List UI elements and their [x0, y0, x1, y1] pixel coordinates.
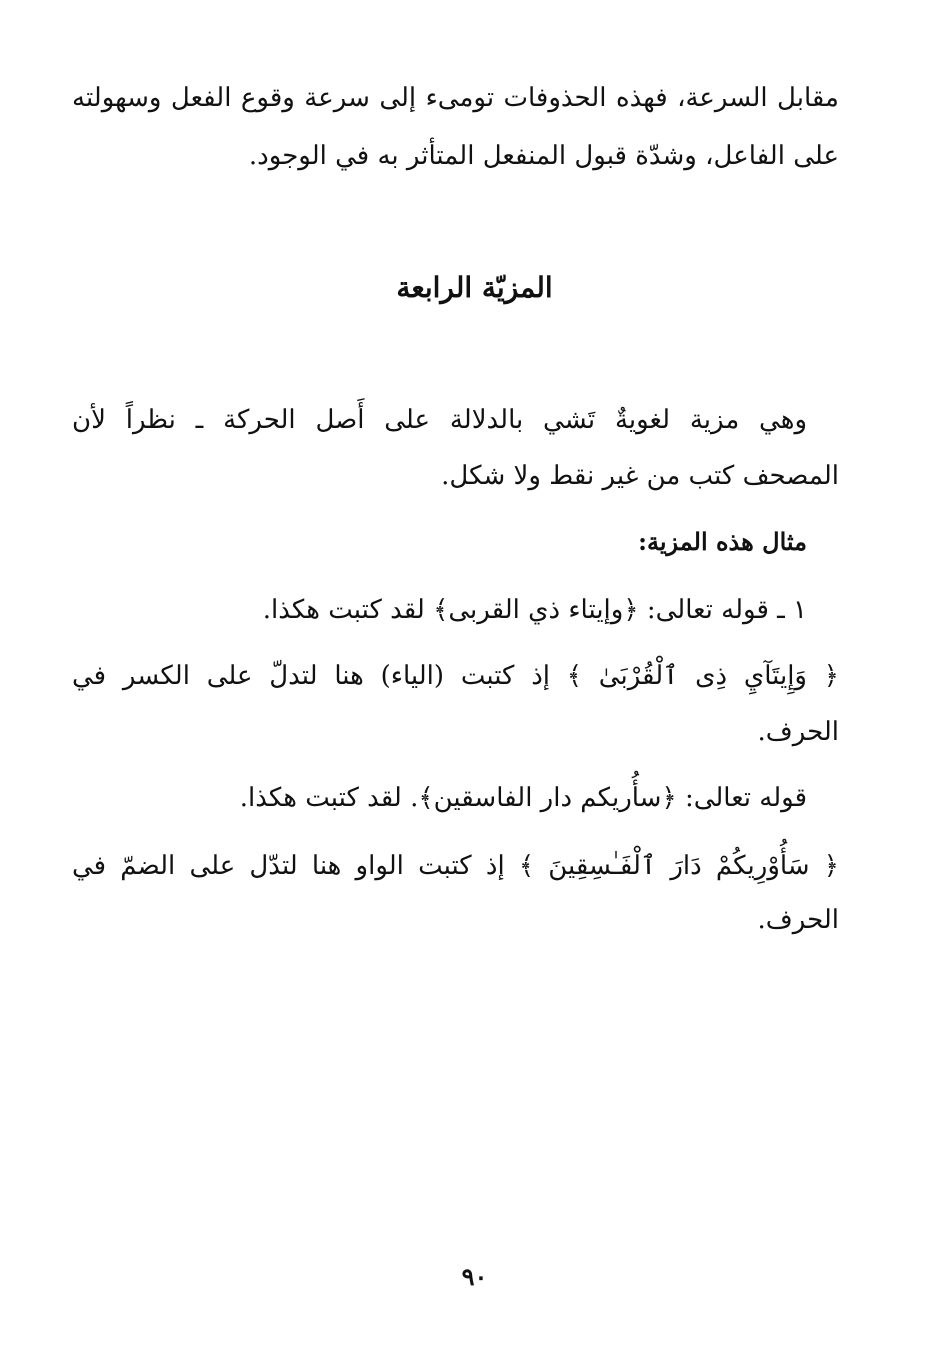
paragraph1-line2: على الفاعل، وشدّة قبول المنفعل المتأثر به في الوجود. — [248, 141, 839, 171]
example2-line1: قوله تعالى: ﴿سأُريكم دار الفاسقين﴾. لقد كتبت هكذا. — [239, 783, 807, 813]
example-heading: مثال هذه المزية: — [638, 527, 807, 556]
example1-line2: ﴿ وَإِيتَآيِ ذِى ٱلْقُرْبَىٰ ﴾ إذ كتبت (الياء) هنا لتدلّ على الكسر في — [72, 661, 839, 691]
example2-line2: ﴿ سَأُوْرِيكُمْ دَارَ ٱلْفَـٰسِقِينَ ﴾ إذ كتبت الواو هنا لتدّل على الضمّ في — [72, 851, 839, 881]
example1-line1: ١ ـ قوله تعالى: ﴿وإيتاء ذي القربى﴾ لقد كتبت هكذا. — [262, 595, 807, 625]
example1-line3: الحرف. — [757, 717, 839, 747]
paragraph1-line1: مقابل السرعة، فهذه الحذوفات تومىء إلى سرعة وقوع الفعل وسهولته — [72, 83, 839, 113]
paragraph2-line2: المصحف كتب من غير نقط ولا شكل. — [441, 461, 839, 491]
paragraph2-line1: وهي مزية لغويةٌ تَشي بالدلالة على أَصل الحركة ـ نظراً لأن — [72, 405, 807, 435]
page-number: ٩٠ — [461, 1262, 488, 1291]
example2-line3: الحرف. — [757, 905, 839, 935]
section-heading: المزيّة الرابعة — [396, 271, 553, 304]
